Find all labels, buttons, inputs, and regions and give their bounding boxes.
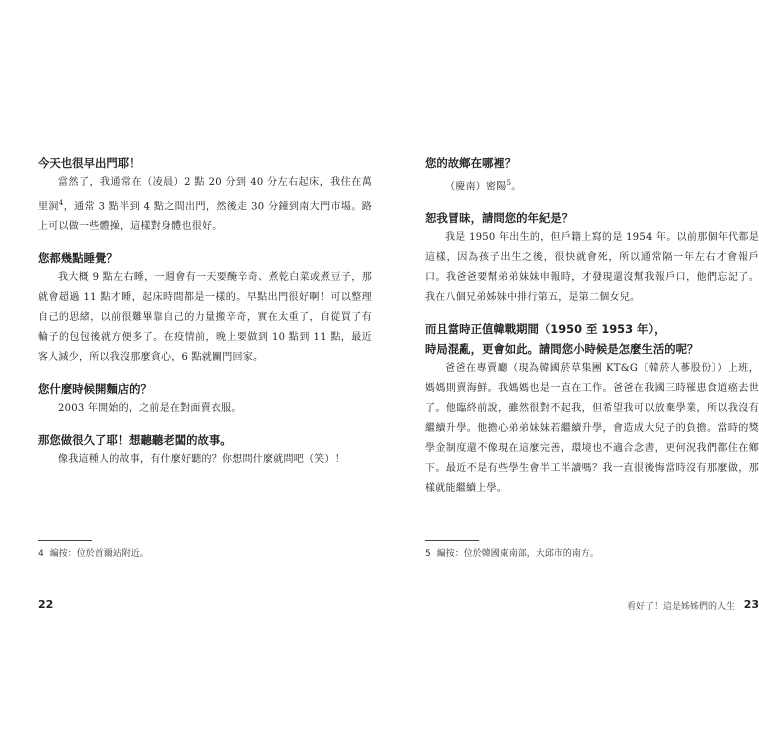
- footnote: [425, 548, 745, 560]
- interview-question: 您都幾點睡覺？: [38, 251, 118, 266]
- interview-question: 恕我冒昧，請問您的年紀是？: [425, 211, 574, 226]
- interview-answer: （慶南）密陽$^5$。: [445, 179, 522, 193]
- interview-answer: 2003 年開始的，之前是在對面賣衣服。: [58, 403, 242, 415]
- footnote-text: 編按：位於韓國東南部，大邱市的南方。: [436, 549, 599, 559]
- interview-question: 您的故鄉在哪裡？: [425, 156, 517, 170]
- interview-question: 那您做很久了耶！想聽聽老闆的故事。: [38, 433, 232, 448]
- interview-question: 而且當時正值韓戰期間（1950 至 1953 年）， 時局混亂，更會如此。請問您小時候是怎麼生活的呢？: [425, 322, 699, 357]
- interview-question: 您什麼時候開麵店的？: [38, 382, 152, 397]
- footnote-divider: [38, 540, 92, 541]
- left-page-body: [38, 153, 372, 481]
- footnote-divider: [425, 540, 479, 541]
- page-number: 23: [743, 598, 759, 611]
- page-number: 22: [38, 598, 54, 611]
- interview-answer: 當然了，我通常在（凌晨）2 點 20 分到 40 分左右起床，我住在萬里洞$^4$，通常 3 點半到 4 點之間出門，然後走 30 分鐘到南大門市場。路上可以做一些體操，這樣對身體也很好。: [38, 177, 373, 233]
- footnote-marker: 4: [58, 199, 64, 207]
- footnote-number: 4: [38, 549, 44, 559]
- footnote-marker: 5: [506, 179, 512, 187]
- interview-answer: 爸爸在專賣廳（現為韓國菸草集團 KT&G〔韓菸人蔘股份〕）上班，媽媽則賣海鮮。我媽媽也是一直在工作。爸爸在我國三時罹患食道癌去世了。他臨終前說，雖然很對不起我，但希望我可以放棄學業，所以我沒有繼續升學。他擔心弟弟妹妹若繼續升學，會造成大兒子的負擔。當時的獎學金制度還不像現在這麼完善，環境也不適合念書，更何況我們都住在鄉下。最近不是有些學生會半工半讀嗎？我一直很後悔當時沒有那麼做，那樣就能繼續上學。: [425, 363, 759, 495]
- left-page: [38, 0, 372, 750]
- footnote-text: 編按：位於首爾站附近。: [49, 549, 149, 559]
- right-page-body: [425, 153, 759, 510]
- running-head: 看好了！這是姊姊們的人生: [626, 602, 735, 612]
- right-page: [425, 0, 759, 750]
- interview-answer: 我是 1950 年出生的，但戶籍上寫的是 1954 年。以前那個年代都是這樣，因為孩子出生之後，很快就會死，所以通常隔一年左右才會報戶口。我爸爸要幫弟弟妹妹申報時，才發現還沒幫我報戶口，他們忘記了。我在八個兄弟姊妹中排行第五，是第二個女兒。: [425, 232, 759, 304]
- interview-question: 今天也很早出門耶！: [38, 156, 141, 170]
- interview-answer: 我大概 9 點左右睡，一週會有一天要醃辛奇、煮乾白菜或煮豆子，那就會超過 11 點才睡，起床時間都是一樣的。早點出門很好啊！可以整理自己的思緒，以前很難畢靠自己的力量搬辛奇，實在太重了，自從買了有輪子的包包後就方便多了。在疫情前，晚上要做到 10 點到 11 點，最近客人減少，所以我沒那麼貪心，6 點就關門回家。: [38, 272, 372, 364]
- footnote: [38, 548, 358, 560]
- footnote-number: 5: [425, 549, 431, 559]
- interview-answer: 像我這種人的故事，有什麼好聽的？你想問什麼就問吧（笑）！: [58, 454, 345, 466]
